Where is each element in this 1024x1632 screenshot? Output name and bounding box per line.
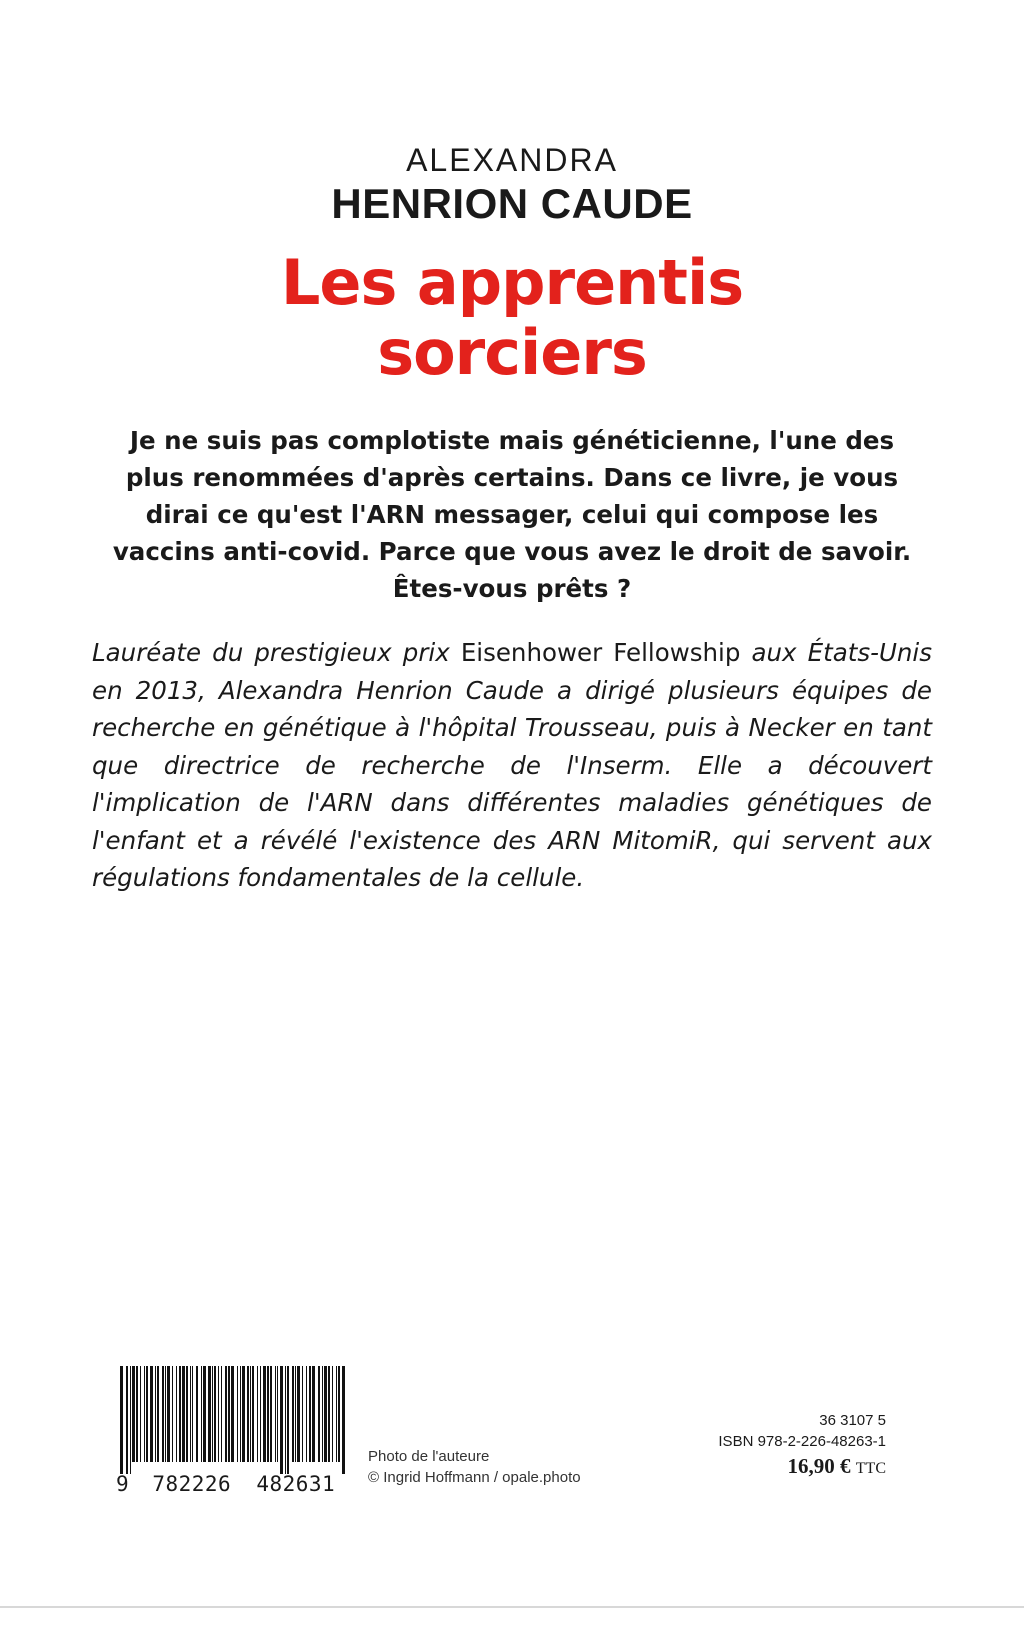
barcode-bar bbox=[342, 1366, 345, 1474]
author-first-name: ALEXANDRA bbox=[406, 142, 618, 178]
barcode-bar bbox=[176, 1366, 177, 1462]
barcode-bar bbox=[132, 1366, 135, 1462]
barcode-bar bbox=[182, 1366, 185, 1462]
price bbox=[690, 1456, 886, 1479]
isbn-barcode bbox=[116, 1366, 348, 1498]
barcode-bar bbox=[263, 1366, 266, 1462]
barcode-bar bbox=[140, 1366, 141, 1462]
barcode-bar bbox=[287, 1366, 289, 1474]
barcode-digit-group-2: 482631 bbox=[256, 1472, 336, 1496]
barcode-bar bbox=[295, 1366, 296, 1462]
pitch-line: dirai ce qu'est l'ARN messager, celui qui compose les bbox=[145, 500, 879, 529]
barcode-bar bbox=[167, 1366, 170, 1462]
author-last-name: HENRION CAUDE bbox=[331, 180, 693, 227]
barcode-bar bbox=[275, 1366, 276, 1462]
product-code: 36 3107 5 bbox=[819, 1412, 886, 1429]
barcode-bar bbox=[309, 1366, 311, 1462]
barcode-bars bbox=[116, 1366, 348, 1474]
barcode-bar bbox=[203, 1366, 206, 1462]
pitch-line: vaccins anti-covid. Parce que vous avez le droit de savoir. bbox=[112, 537, 912, 566]
barcode-bar bbox=[324, 1366, 327, 1462]
barcode-bar bbox=[162, 1366, 164, 1462]
barcode-first-digit: 9 bbox=[116, 1472, 130, 1496]
barcode-bar bbox=[186, 1366, 188, 1462]
barcode-bar bbox=[292, 1366, 294, 1462]
bio-award-name: Eisenhower Fellowship bbox=[460, 638, 741, 667]
bio-text-intro: Lauréate du prestigieux prix bbox=[92, 638, 461, 667]
barcode-bar bbox=[136, 1366, 138, 1462]
barcode-bar bbox=[267, 1366, 269, 1462]
barcode-bar bbox=[225, 1366, 227, 1462]
barcode-bar bbox=[218, 1366, 219, 1462]
barcode-bar bbox=[212, 1366, 213, 1462]
pitch-paragraph bbox=[60, 422, 964, 607]
barcode-bar bbox=[237, 1366, 238, 1462]
barcode-bar bbox=[260, 1366, 261, 1462]
pitch-line: Je ne suis pas complotiste mais généticienne, l'une des bbox=[129, 426, 895, 455]
barcode-bar bbox=[150, 1366, 153, 1462]
barcode-bar bbox=[336, 1366, 337, 1462]
barcode-bar bbox=[322, 1366, 323, 1462]
barcode-digits bbox=[116, 1472, 348, 1496]
barcode-bar bbox=[332, 1366, 333, 1462]
bio-text-body: aux États-Unis en 2013, Alexandra Henrion Caude a dirigé plusieurs équipes de recherche en génétique à l'hôpital Trousseau, puis à Necker en tant que directrice de recherche de l'Inserm. Elle a découvert l'implication de l'ARN dans différentes maladies génétiques de l'enfant et a révélé l'existence des ARN MitomiR, qui servent aux régulations fondamentales de la cellule. bbox=[92, 638, 933, 892]
barcode-digit-group-1: 782226 bbox=[152, 1472, 232, 1496]
barcode-bar bbox=[250, 1366, 251, 1462]
photo-credit bbox=[368, 1446, 581, 1488]
book-title-line-1: Les apprentis bbox=[280, 246, 744, 319]
barcode-bar bbox=[192, 1366, 193, 1462]
barcode-bar bbox=[179, 1366, 181, 1462]
pitch-line: plus renommées d'après certains. Dans ce livre, je vous bbox=[125, 463, 899, 492]
barcode-bar bbox=[228, 1366, 230, 1462]
barcode-bar bbox=[231, 1366, 234, 1462]
barcode-bar bbox=[285, 1366, 286, 1474]
barcode-bar bbox=[306, 1366, 307, 1462]
price-block bbox=[690, 1410, 886, 1479]
barcode-bar bbox=[208, 1366, 211, 1462]
author-bio bbox=[92, 634, 932, 897]
barcode-bar bbox=[214, 1366, 216, 1462]
barcode-bar bbox=[144, 1366, 145, 1462]
barcode-bar bbox=[277, 1366, 278, 1462]
book-title bbox=[0, 248, 1024, 388]
barcode-bar bbox=[221, 1366, 222, 1462]
barcode-bar bbox=[165, 1366, 166, 1462]
book-title-line-2: sorciers bbox=[377, 316, 647, 389]
barcode-bar bbox=[196, 1366, 198, 1462]
barcode-bar bbox=[302, 1366, 303, 1462]
isbn-number: ISBN 978-2-226-48263-1 bbox=[718, 1433, 886, 1450]
barcode-bar bbox=[312, 1366, 315, 1462]
barcode-bar bbox=[270, 1366, 272, 1462]
barcode-bar bbox=[190, 1366, 191, 1462]
barcode-bar bbox=[155, 1366, 156, 1462]
barcode-bar bbox=[126, 1366, 128, 1474]
cover-bottom-edge bbox=[0, 1606, 1024, 1608]
price-value: 16,90 € bbox=[787, 1454, 851, 1478]
barcode-bar bbox=[318, 1366, 320, 1462]
barcode-bar bbox=[280, 1366, 283, 1474]
photo-credit-label: Photo de l'auteure bbox=[368, 1448, 490, 1465]
barcode-bar bbox=[252, 1366, 254, 1462]
pitch-line: Êtes-vous prêts ? bbox=[392, 574, 632, 603]
price-tax-label: TTC bbox=[855, 1460, 886, 1477]
barcode-bar bbox=[338, 1366, 340, 1462]
barcode-bar bbox=[120, 1366, 123, 1474]
barcode-bar bbox=[240, 1366, 241, 1462]
photo-credit-owner: © Ingrid Hoffmann / opale.photo bbox=[368, 1469, 581, 1486]
barcode-bar bbox=[172, 1366, 173, 1462]
barcode-bar bbox=[201, 1366, 202, 1462]
barcode-bar bbox=[257, 1366, 258, 1462]
barcode-bar bbox=[247, 1366, 249, 1462]
barcode-bar bbox=[157, 1366, 159, 1462]
barcode-bar bbox=[146, 1366, 148, 1462]
barcode-bar bbox=[242, 1366, 245, 1462]
barcode-bar bbox=[130, 1366, 131, 1474]
barcode-bar bbox=[328, 1366, 330, 1462]
barcode-bar bbox=[297, 1366, 300, 1462]
